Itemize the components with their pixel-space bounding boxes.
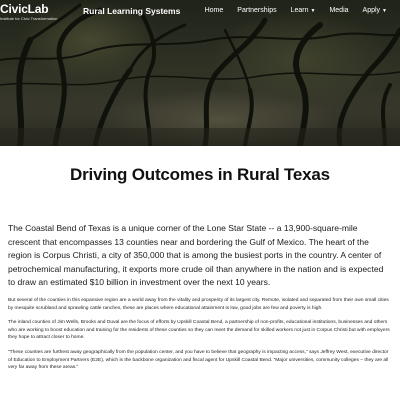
nav-learn[interactable] [284, 6, 323, 16]
article-title: Driving Outcomes in Rural Texas [70, 165, 330, 184]
nav-partnerships-label: Partnerships [237, 7, 277, 14]
nav-home[interactable] [198, 6, 231, 16]
nav-home-label: Home [204, 7, 224, 14]
nav-learn-label: Learn [290, 7, 309, 14]
top-navbar [0, 0, 400, 28]
nav-apply-label: Apply [362, 7, 381, 14]
nav-apply[interactable] [356, 6, 394, 16]
nav-media[interactable] [322, 6, 355, 16]
article-paragraph: The inland counties of Jim Wells, Brooks and Duval are the focus of efforts by Upskill Coastal Bend, a partnership of non-profits, educational institutions, businesses and others who are working to boost education and training for the residents of these counties so they can meet the demand for skilled workers not just in Corpus Christi but with employers they hope to attract closer to home. [8, 320, 390, 341]
nav-partnerships[interactable] [230, 6, 283, 16]
article [0, 164, 400, 372]
civiclab-logo[interactable] [0, 2, 57, 21]
hero-banner [0, 0, 400, 146]
chevron-down-icon: ▼ [310, 8, 316, 14]
main-nav [198, 6, 394, 16]
article-lead: The Coastal Bend of Texas is a unique corner of the Lone Star State -- a 13,900-square-mile crescent that encompasses 13 counties near and bordering the Gulf of Mexico. The heart of the region is Corpus Christi, a city of 350,000 that is among the busiest ports in the country. A center of petrochemical manufacturing, it exports more crude oil than anywhere in the nation and is expected to draw an estimated $10 billion in investment over the next 10 years. [8, 223, 384, 288]
logo-name: CivicLab [0, 2, 49, 16]
logo-tagline: Institute for Civic Transformation [0, 16, 58, 21]
article-paragraph: “These counties are furthest away geographically from the population center, and you have to believe that geography is impacting access,” says Jeffrey West, executive director of Education to Employment Partners (E2E), which is the backbone organization and fiscal agent for Upskill Coastal Bend. “Major universities, community colleges – they are all very far away from these areas.” [8, 349, 389, 371]
article-paragraph: But several of the counties in this expansive region are a world away from the vitality and prosperity of its largest city. Remote, isolated and separated from their own small cities by mesquite scrubland and sprawling cattle ranches, these are places where educational attainment is low, good jobs are few and poverty is high. [8, 297, 389, 311]
site-title[interactable]: Rural Learning Systems [83, 6, 181, 16]
chevron-down-icon: ▼ [382, 8, 387, 14]
nav-media-label: Media [329, 7, 349, 14]
